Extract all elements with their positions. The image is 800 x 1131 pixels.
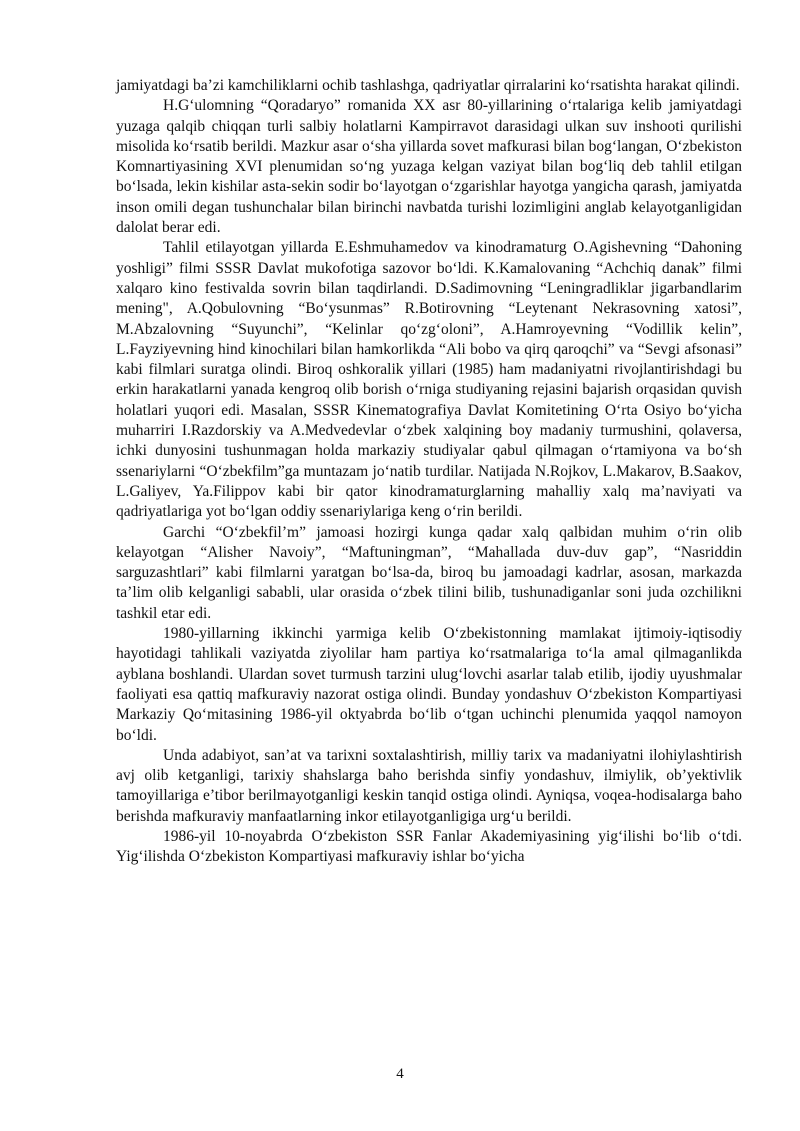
paragraph-1980s: 1980-yillarning ikkinchi yarmiga kelib O‘zbekistonning mamlakat ijtimoiy-iqtisodiy hayotidagi tahlikali vaziyatda ziyolilar ham partiya ko‘rsatmalariga to‘la amal qilmaganlikda ayblana boshlandi. Ulardan sovet turmush tarzini ulug‘lovchi asarlar talab etilib, ijodiy uyushmalar faoliyati esa qattiq mafkuraviy nazorat ostiga olindi. Bunday yondashuv O‘zbekiston Kompartiyasi Markaziy Qo‘mitasining 1986-yil oktyabrda bo‘lib o‘tgan uchinchi plenumida yaqqol namoyon bo‘ldi. (116, 625, 742, 744)
paragraph-films: Tahlil etilayotgan yillarda E.Eshmuhamedov va kinodramaturg O.Agishevning “Dahoning yoshligi” filmi SSSR Davlat mukofotiga sazovor bo‘ldi. K.Kamalovaning “Achchiq danak” filmi xalqaro kino festivalda sovrin bilan taqdirlandi. D.Sadimovning “Leningradliklar jigarbandlarim mening", A.Qobulovning “Bo‘ysunmas” R.Botirovning “Leytenant Nekrasovning xatosi”, M.Abzalovning “Suyunchi”, “Kelinlar qo‘zg‘oloni”, A.Hamroyevning “Vodillik kelin”, L.Fayziyevning hind kinochilari bilan hamkorlikda “Ali bobo va qirq qaroqchi” va “Sevgi afsonasi” kabi filmlari suratga olindi. Biroq oshkoralik yillari (1985) ham madaniyatni rivojlantirishdagi bu erkin harakatlarni yanada kengroq olib borish o‘rniga studiyaning rejasini bajarish orqasidan quvish holatlari yuqori edi. Masalan, SSSR Kinematografiya Davlat Komitetining O‘rta Osiyo bo‘yicha muharriri I.Razdorskiy va A.Medvedevlar o‘zbek xalqining boy madaniy turmushini, qolaversa, ichki dunyosini tushunmagan holda markaziy studiyalar qabul qilmagan o‘rtamiyona va bo‘sh ssenariylarni “O‘zbekfilm”ga muntazam jo‘natib turdilar. Natijada N.Rojkov, L.Makarov, B.Saakov, L.Galiyev, Ya.Filippov kabi bir qator kinodramaturglarning mahalliy xalq ma’naviyati va qadriyatlariga yot bo‘lgan oddiy ssenariylariga keng o‘rin berildi. (116, 239, 742, 521)
paragraph-continuation: jamiyatdagi ba’zi kamchiliklarni ochib tashlashga, qadriyatlar qirralarini ko‘rsatishta harakat qilindi. (116, 77, 740, 94)
paragraph-plenum-criticism: Unda adabiyot, san’at va tarixni soxtalashtirish, milliy tarix va madaniyatni ilohiylashtirish avj olib ketganligi, tarixiy shahslarga baho berishda sinfiy yondashuv, ilmiylik, ob’yektivlik tamoyillariga e’tibor berilmayotganligi keskin tanqid ostiga olindi. Ayniqsa, voqea-hodisalarga baho berishda mafkuraviy manfaatlarning inkor etilayotganligiga urg‘u berildi. (116, 746, 742, 825)
paragraph-uzbekfilm: Garchi “O‘zbekfil’m” jamoasi hozirgi kunga qadar xalq qalbidan muhim o‘rin olib kelayotgan “Alisher Navoiy”, “Maftuningman”, “Mahallada duv-duv gap”, “Nasriddin sarguzashtlari” kabi filmlarni yaratgan bo‘lsa-da, biroq bu jamoadagi kadrlar, asosan, markazda ta’lim olib kelganligi sababli, ular orasida o‘zbek tilini bilib, tushunadiganlar soni juda ozchilikni tashkil etar edi. (116, 523, 742, 622)
paragraph-qoradaryo: H.G‘ulomning “Qoradaryo” romanida XX asr 80-yillarining o‘rtalariga kelib jamiyatdagi yuzaga qalqib chiqqan turli salbiy holatlarni Kampirravot darasidagi ulkan suv inshooti qurilishi misolida ko‘rsatib berildi. Mazkur asar o‘sha yillarda sovet mafkurasi bilan bog‘langan, O‘zbekiston Komnartiyasining XVI plenumidan so‘ng yuzaga kelgan vaziyat bilan bog‘liq deb tahlil etilgan bo‘lsada, lekin kishilar asta-sekin sodir bo‘layotgan o‘zgarishlar hayotga yangicha qarash, jamiyatda inson omili degan tushunchalar bilan birinchi navbatda turishi lozimligini anglab kelayotganligidan dalolat berar edi. (116, 97, 742, 237)
paragraph-academy-meeting: 1986-yil 10-noyabrda O‘zbekiston SSR Fanlar Akademiyasining yig‘ilishi bo‘lib o‘tdi. Yig‘ilishda O‘zbekiston Kompartiyasi mafkuraviy ishlar bo‘yicha (116, 827, 742, 866)
page-number: 4 (396, 1066, 404, 1082)
document-body (116, 76, 742, 868)
